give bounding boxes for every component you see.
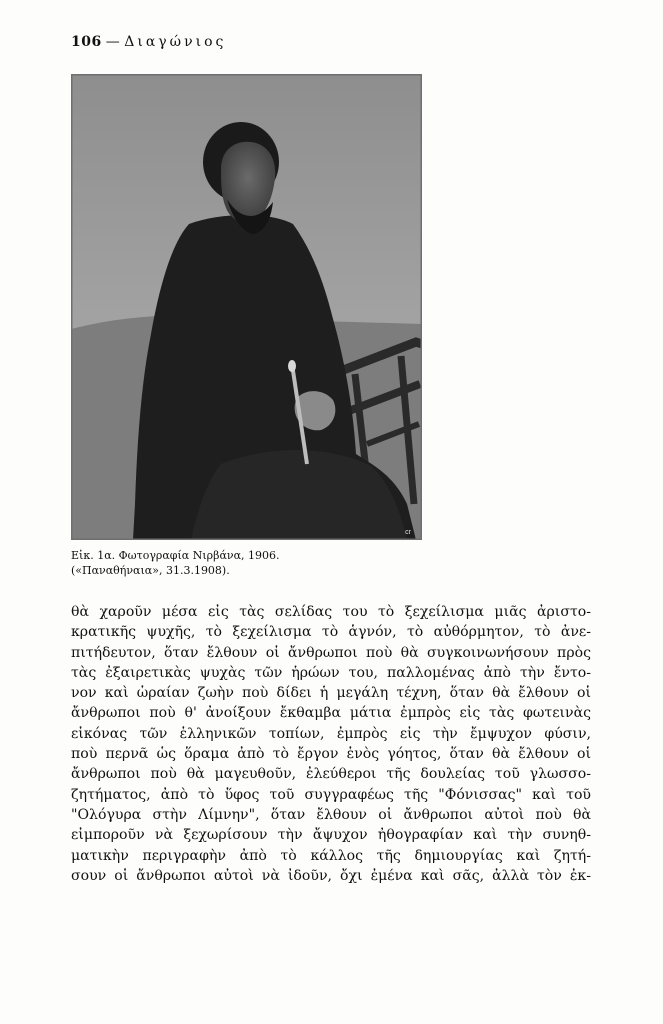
text-line: σουν οἱ ἄνθρωποι αὐτοὶ νὰ ἰδοῦν, ὄχι ἐμένα καὶ σᾶς, ἀλλὰ τὸν ἐκ- bbox=[71, 867, 591, 884]
running-head bbox=[71, 34, 226, 50]
text-line: ποὺ περνᾶ ὡς ὅραμα ἀπὸ τὸ ἔργον ἑνὸς γόητος, ὅταν θὰ ἔλθουν οἱ bbox=[71, 746, 591, 763]
caption-line: Εἰκ. 1α. Φωτογραφία Νιρβάνα, 1906. bbox=[71, 549, 280, 562]
caption-line: («Παναθήναια», 31.3.1908). bbox=[71, 564, 230, 577]
figure-caption bbox=[71, 548, 280, 578]
text-line: εἰκόνας τῶν ἑλληνικῶν τοπίων, ἐμπρὸς εἰς τὴν ἔμψυχον φύσιν, bbox=[71, 725, 591, 742]
text-line: κρατικῆς ψυχῆς, τὸ ξεχείλισμα τὸ ἁγνόν, τὸ αὐθόρμητον, τὸ ἀνε- bbox=[71, 624, 591, 641]
text-line: νον καὶ ὡραίαν ζωὴν ποὺ δίδει ἡ μεγάλη τέχνη, ὅταν θὰ ἔλθουν οἱ bbox=[71, 685, 591, 702]
text-line: ζητήματος, ἀπὸ τὸ ὕφος τοῦ συγγραφέως τῆς "Φόνισσας" καὶ τοῦ bbox=[71, 786, 591, 803]
text-line: ματικὴν περιγραφὴν ἀπὸ τὸ κάλλος τῆς δημιουργίας καὶ ζητή- bbox=[71, 847, 591, 864]
body-paragraph bbox=[71, 602, 591, 886]
text-line: θὰ χαροῦν μέσα εἰς τὰς σελίδας του τὸ ξεχείλισμα μιᾶς ἀριστο- bbox=[71, 604, 591, 620]
cane-handle bbox=[288, 360, 296, 372]
page-number: 106 bbox=[71, 34, 102, 50]
text-line: τὰς ἐξαιρετικὰς ψυχὰς τῶν ἡρώων του, παλλομένας ἀπὸ τὴν ἔντο- bbox=[71, 664, 591, 681]
text-line: εἰμποροῦν νὰ ξεχωρίσουν τὴν ἄψυχον ἠθογραφίαν καὶ τὴν συνηθ- bbox=[71, 827, 591, 844]
text-line: "Ολόγυρα στὴν Λίμνην", ὅταν ἔλθουν οἱ ἄνθρωποι αὐτοὶ ποὺ θὰ bbox=[71, 806, 591, 823]
portrait-photograph bbox=[71, 74, 422, 540]
running-head-separator: — bbox=[105, 34, 121, 50]
text-line: ἄνθρωποι ποὺ θὰ μαγευθοῦν, ἐλεύθεροι τῆς δουλείας τοῦ γλωσσο- bbox=[71, 766, 591, 783]
photograph-image bbox=[71, 74, 422, 540]
running-title: Διαγώνιος bbox=[124, 34, 227, 50]
text-line: ἄνθρωποι ποὺ θ' ἀνοίξουν ἔκθαμβα μάτια ἐμπρὸς εἰς τὰς φωτεινὰς bbox=[71, 705, 591, 722]
text-line: πιτήδευτον, ὅταν ἔλθουν οἱ ἄνθρωποι ποὺ θὰ συγκοινωνήσουν πρὸς bbox=[71, 644, 591, 661]
photographer-mark: cr bbox=[405, 529, 411, 536]
